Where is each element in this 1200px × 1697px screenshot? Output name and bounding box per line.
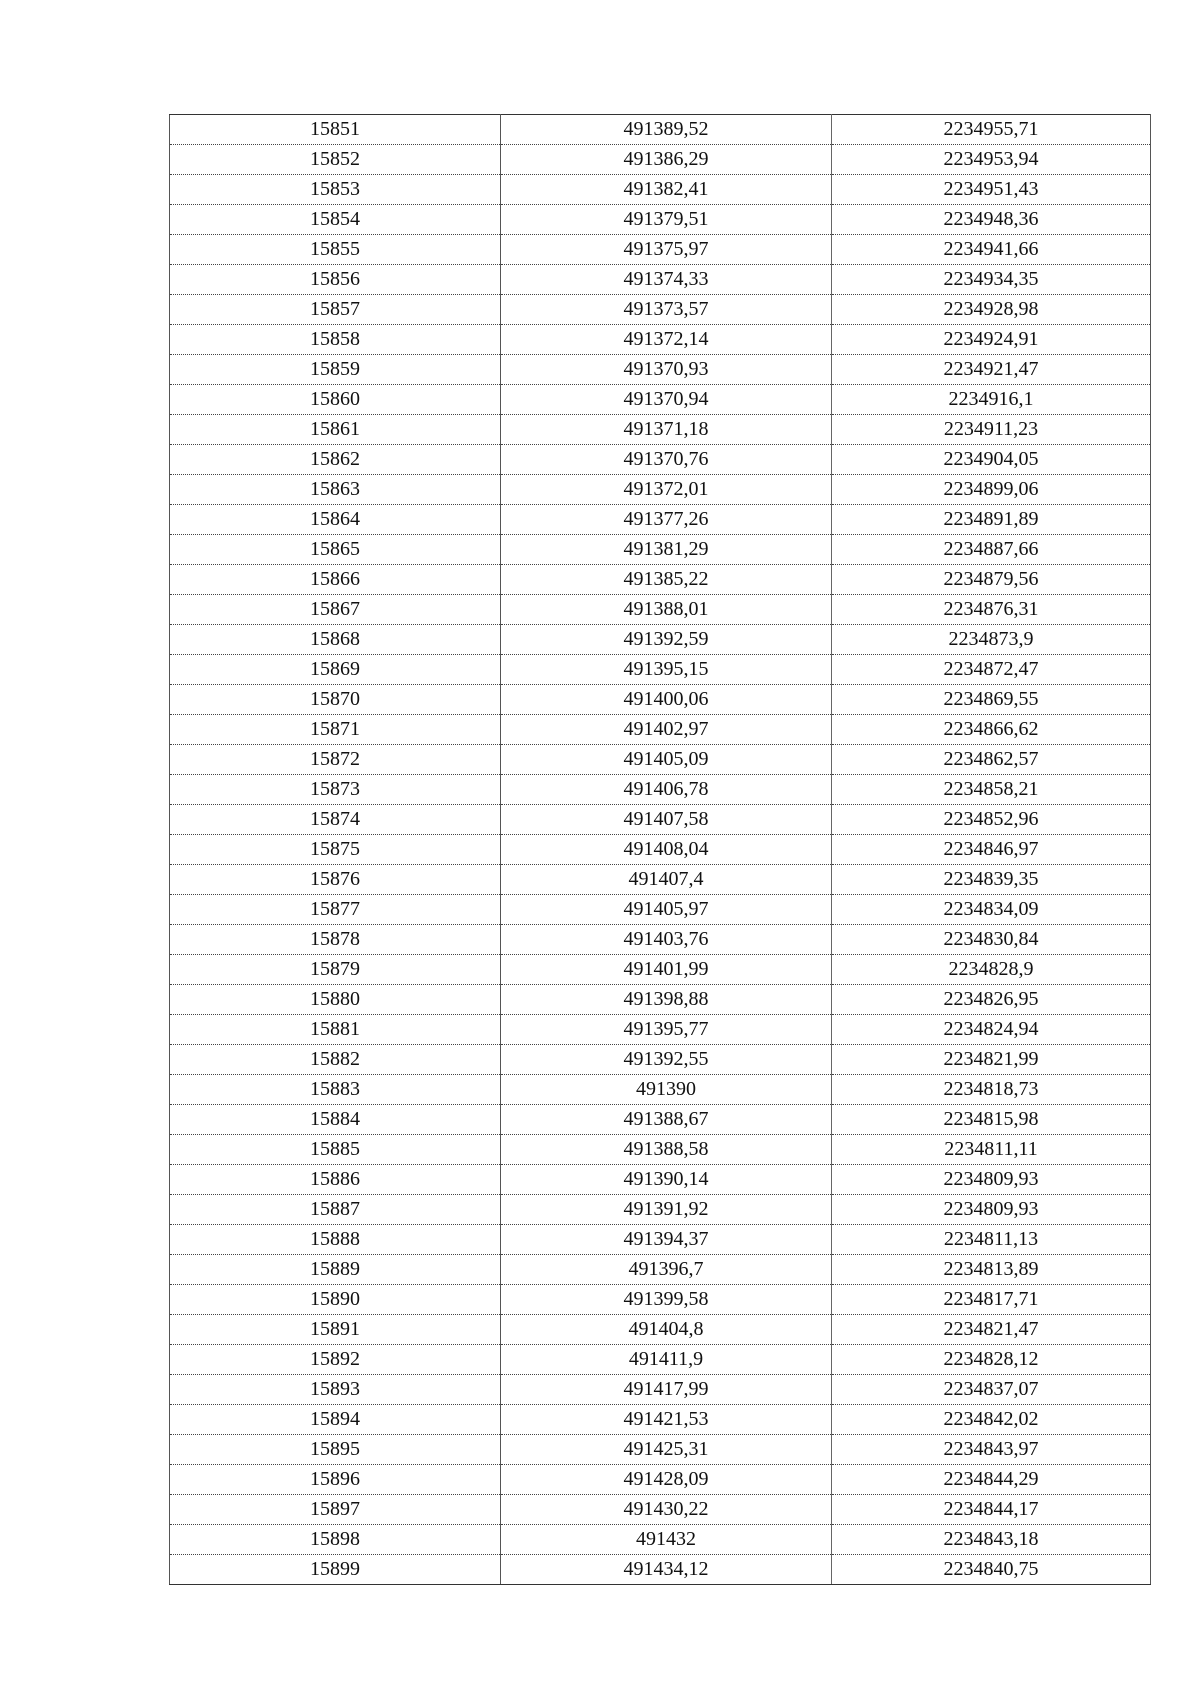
point-number-cell: 15870	[170, 685, 501, 715]
table-row	[170, 685, 1151, 715]
y-coordinate-cell: 2234941,66	[832, 235, 1151, 265]
point-number-cell: 15886	[170, 1165, 501, 1195]
table-row	[170, 865, 1151, 895]
point-number-cell: 15867	[170, 595, 501, 625]
table-row	[170, 595, 1151, 625]
x-coordinate-cell: 491381,29	[501, 535, 832, 565]
y-coordinate-cell: 2234844,29	[832, 1465, 1151, 1495]
table-row	[170, 925, 1151, 955]
x-coordinate-cell: 491392,59	[501, 625, 832, 655]
x-coordinate-cell: 491403,76	[501, 925, 832, 955]
x-coordinate-cell: 491391,92	[501, 1195, 832, 1225]
y-coordinate-cell: 2234876,31	[832, 595, 1151, 625]
table-row	[170, 835, 1151, 865]
y-coordinate-cell: 2234843,18	[832, 1525, 1151, 1555]
point-number-cell: 15855	[170, 235, 501, 265]
x-coordinate-cell: 491390,14	[501, 1165, 832, 1195]
x-coordinate-cell: 491402,97	[501, 715, 832, 745]
table-row	[170, 715, 1151, 745]
table-row	[170, 1465, 1151, 1495]
y-coordinate-cell: 2234948,36	[832, 205, 1151, 235]
point-number-cell: 15854	[170, 205, 501, 235]
table-row	[170, 775, 1151, 805]
point-number-cell: 15872	[170, 745, 501, 775]
table-row	[170, 1435, 1151, 1465]
point-number-cell: 15899	[170, 1555, 501, 1585]
y-coordinate-cell: 2234811,11	[832, 1135, 1151, 1165]
table-row	[170, 1015, 1151, 1045]
y-coordinate-cell: 2234866,62	[832, 715, 1151, 745]
x-coordinate-cell: 491411,9	[501, 1345, 832, 1375]
point-number-cell: 15868	[170, 625, 501, 655]
table-row	[170, 385, 1151, 415]
point-number-cell: 15857	[170, 295, 501, 325]
x-coordinate-cell: 491377,26	[501, 505, 832, 535]
x-coordinate-cell: 491396,7	[501, 1255, 832, 1285]
table-row	[170, 415, 1151, 445]
x-coordinate-cell: 491407,4	[501, 865, 832, 895]
y-coordinate-cell: 2234955,71	[832, 115, 1151, 145]
y-coordinate-cell: 2234826,95	[832, 985, 1151, 1015]
table-row	[170, 1045, 1151, 1075]
x-coordinate-cell: 491404,8	[501, 1315, 832, 1345]
y-coordinate-cell: 2234953,94	[832, 145, 1151, 175]
coordinates-table-body	[170, 115, 1151, 1585]
x-coordinate-cell: 491372,14	[501, 325, 832, 355]
x-coordinate-cell: 491379,51	[501, 205, 832, 235]
y-coordinate-cell: 2234858,21	[832, 775, 1151, 805]
x-coordinate-cell: 491389,52	[501, 115, 832, 145]
point-number-cell: 15875	[170, 835, 501, 865]
point-number-cell: 15863	[170, 475, 501, 505]
point-number-cell: 15885	[170, 1135, 501, 1165]
x-coordinate-cell: 491432	[501, 1525, 832, 1555]
y-coordinate-cell: 2234843,97	[832, 1435, 1151, 1465]
table-row	[170, 235, 1151, 265]
x-coordinate-cell: 491398,88	[501, 985, 832, 1015]
point-number-cell: 15864	[170, 505, 501, 535]
table-row	[170, 475, 1151, 505]
y-coordinate-cell: 2234899,06	[832, 475, 1151, 505]
y-coordinate-cell: 2234921,47	[832, 355, 1151, 385]
x-coordinate-cell: 491434,12	[501, 1555, 832, 1585]
table-row	[170, 745, 1151, 775]
y-coordinate-cell: 2234862,57	[832, 745, 1151, 775]
table-row	[170, 265, 1151, 295]
table-row	[170, 535, 1151, 565]
x-coordinate-cell: 491386,29	[501, 145, 832, 175]
y-coordinate-cell: 2234852,96	[832, 805, 1151, 835]
table-row	[170, 1165, 1151, 1195]
x-coordinate-cell: 491405,09	[501, 745, 832, 775]
table-row	[170, 325, 1151, 355]
x-coordinate-cell: 491395,15	[501, 655, 832, 685]
table-row	[170, 295, 1151, 325]
point-number-cell: 15892	[170, 1345, 501, 1375]
y-coordinate-cell: 2234821,47	[832, 1315, 1151, 1345]
x-coordinate-cell: 491399,58	[501, 1285, 832, 1315]
table-row	[170, 445, 1151, 475]
y-coordinate-cell: 2234809,93	[832, 1195, 1151, 1225]
point-number-cell: 15894	[170, 1405, 501, 1435]
x-coordinate-cell: 491374,33	[501, 265, 832, 295]
point-number-cell: 15851	[170, 115, 501, 145]
y-coordinate-cell: 2234928,98	[832, 295, 1151, 325]
x-coordinate-cell: 491400,06	[501, 685, 832, 715]
y-coordinate-cell: 2234951,43	[832, 175, 1151, 205]
y-coordinate-cell: 2234924,91	[832, 325, 1151, 355]
table-row	[170, 115, 1151, 145]
y-coordinate-cell: 2234911,23	[832, 415, 1151, 445]
y-coordinate-cell: 2234879,56	[832, 565, 1151, 595]
point-number-cell: 15877	[170, 895, 501, 925]
point-number-cell: 15860	[170, 385, 501, 415]
x-coordinate-cell: 491388,67	[501, 1105, 832, 1135]
table-row	[170, 1105, 1151, 1135]
point-number-cell: 15896	[170, 1465, 501, 1495]
point-number-cell: 15893	[170, 1375, 501, 1405]
x-coordinate-cell: 491395,77	[501, 1015, 832, 1045]
x-coordinate-cell: 491373,57	[501, 295, 832, 325]
y-coordinate-cell: 2234844,17	[832, 1495, 1151, 1525]
point-number-cell: 15889	[170, 1255, 501, 1285]
y-coordinate-cell: 2234891,89	[832, 505, 1151, 535]
x-coordinate-cell: 491375,97	[501, 235, 832, 265]
x-coordinate-cell: 491407,58	[501, 805, 832, 835]
y-coordinate-cell: 2234809,93	[832, 1165, 1151, 1195]
table-row	[170, 1405, 1151, 1435]
point-number-cell: 15881	[170, 1015, 501, 1045]
point-number-cell: 15859	[170, 355, 501, 385]
point-number-cell: 15884	[170, 1105, 501, 1135]
y-coordinate-cell: 2234869,55	[832, 685, 1151, 715]
point-number-cell: 15852	[170, 145, 501, 175]
table-row	[170, 355, 1151, 385]
point-number-cell: 15862	[170, 445, 501, 475]
table-row	[170, 1525, 1151, 1555]
table-row	[170, 1315, 1151, 1345]
point-number-cell: 15890	[170, 1285, 501, 1315]
point-number-cell: 15898	[170, 1525, 501, 1555]
x-coordinate-cell: 491385,22	[501, 565, 832, 595]
y-coordinate-cell: 2234830,84	[832, 925, 1151, 955]
table-row	[170, 1285, 1151, 1315]
point-number-cell: 15882	[170, 1045, 501, 1075]
x-coordinate-cell: 491394,37	[501, 1225, 832, 1255]
table-row	[170, 1555, 1151, 1585]
x-coordinate-cell: 491388,01	[501, 595, 832, 625]
point-number-cell: 15858	[170, 325, 501, 355]
x-coordinate-cell: 491372,01	[501, 475, 832, 505]
point-number-cell: 15883	[170, 1075, 501, 1105]
x-coordinate-cell: 491428,09	[501, 1465, 832, 1495]
y-coordinate-cell: 2234824,94	[832, 1015, 1151, 1045]
table-row	[170, 1225, 1151, 1255]
point-number-cell: 15887	[170, 1195, 501, 1225]
y-coordinate-cell: 2234828,12	[832, 1345, 1151, 1375]
table-row	[170, 1195, 1151, 1225]
table-row	[170, 1495, 1151, 1525]
y-coordinate-cell: 2234815,98	[832, 1105, 1151, 1135]
point-number-cell: 15879	[170, 955, 501, 985]
x-coordinate-cell: 491388,58	[501, 1135, 832, 1165]
x-coordinate-cell: 491392,55	[501, 1045, 832, 1075]
x-coordinate-cell: 491371,18	[501, 415, 832, 445]
table-row	[170, 625, 1151, 655]
x-coordinate-cell: 491390	[501, 1075, 832, 1105]
point-number-cell: 15897	[170, 1495, 501, 1525]
x-coordinate-cell: 491425,31	[501, 1435, 832, 1465]
table-row	[170, 985, 1151, 1015]
point-number-cell: 15871	[170, 715, 501, 745]
y-coordinate-cell: 2234817,71	[832, 1285, 1151, 1315]
table-row	[170, 1075, 1151, 1105]
point-number-cell: 15895	[170, 1435, 501, 1465]
x-coordinate-cell: 491406,78	[501, 775, 832, 805]
point-number-cell: 15856	[170, 265, 501, 295]
table-row	[170, 895, 1151, 925]
table-row	[170, 1375, 1151, 1405]
x-coordinate-cell: 491370,93	[501, 355, 832, 385]
coordinates-table	[169, 114, 1151, 1585]
point-number-cell: 15869	[170, 655, 501, 685]
y-coordinate-cell: 2234811,13	[832, 1225, 1151, 1255]
x-coordinate-cell: 491370,76	[501, 445, 832, 475]
table-row	[170, 1135, 1151, 1165]
y-coordinate-cell: 2234842,02	[832, 1405, 1151, 1435]
table-row	[170, 805, 1151, 835]
y-coordinate-cell: 2234846,97	[832, 835, 1151, 865]
point-number-cell: 15880	[170, 985, 501, 1015]
table-row	[170, 205, 1151, 235]
x-coordinate-cell: 491405,97	[501, 895, 832, 925]
table-row	[170, 145, 1151, 175]
table-row	[170, 1345, 1151, 1375]
table-row	[170, 565, 1151, 595]
point-number-cell: 15861	[170, 415, 501, 445]
x-coordinate-cell: 491417,99	[501, 1375, 832, 1405]
table-row	[170, 505, 1151, 535]
y-coordinate-cell: 2234821,99	[832, 1045, 1151, 1075]
y-coordinate-cell: 2234828,9	[832, 955, 1151, 985]
point-number-cell: 15891	[170, 1315, 501, 1345]
x-coordinate-cell: 491430,22	[501, 1495, 832, 1525]
point-number-cell: 15866	[170, 565, 501, 595]
table-row	[170, 175, 1151, 205]
y-coordinate-cell: 2234873,9	[832, 625, 1151, 655]
point-number-cell: 15874	[170, 805, 501, 835]
x-coordinate-cell: 491401,99	[501, 955, 832, 985]
y-coordinate-cell: 2234837,07	[832, 1375, 1151, 1405]
x-coordinate-cell: 491370,94	[501, 385, 832, 415]
y-coordinate-cell: 2234813,89	[832, 1255, 1151, 1285]
x-coordinate-cell: 491382,41	[501, 175, 832, 205]
point-number-cell: 15876	[170, 865, 501, 895]
y-coordinate-cell: 2234818,73	[832, 1075, 1151, 1105]
y-coordinate-cell: 2234840,75	[832, 1555, 1151, 1585]
point-number-cell: 15888	[170, 1225, 501, 1255]
x-coordinate-cell: 491421,53	[501, 1405, 832, 1435]
y-coordinate-cell: 2234916,1	[832, 385, 1151, 415]
table-row	[170, 655, 1151, 685]
point-number-cell: 15865	[170, 535, 501, 565]
point-number-cell: 15873	[170, 775, 501, 805]
y-coordinate-cell: 2234839,35	[832, 865, 1151, 895]
point-number-cell: 15853	[170, 175, 501, 205]
y-coordinate-cell: 2234834,09	[832, 895, 1151, 925]
y-coordinate-cell: 2234934,35	[832, 265, 1151, 295]
y-coordinate-cell: 2234887,66	[832, 535, 1151, 565]
x-coordinate-cell: 491408,04	[501, 835, 832, 865]
y-coordinate-cell: 2234904,05	[832, 445, 1151, 475]
point-number-cell: 15878	[170, 925, 501, 955]
y-coordinate-cell: 2234872,47	[832, 655, 1151, 685]
table-row	[170, 955, 1151, 985]
table-row	[170, 1255, 1151, 1285]
